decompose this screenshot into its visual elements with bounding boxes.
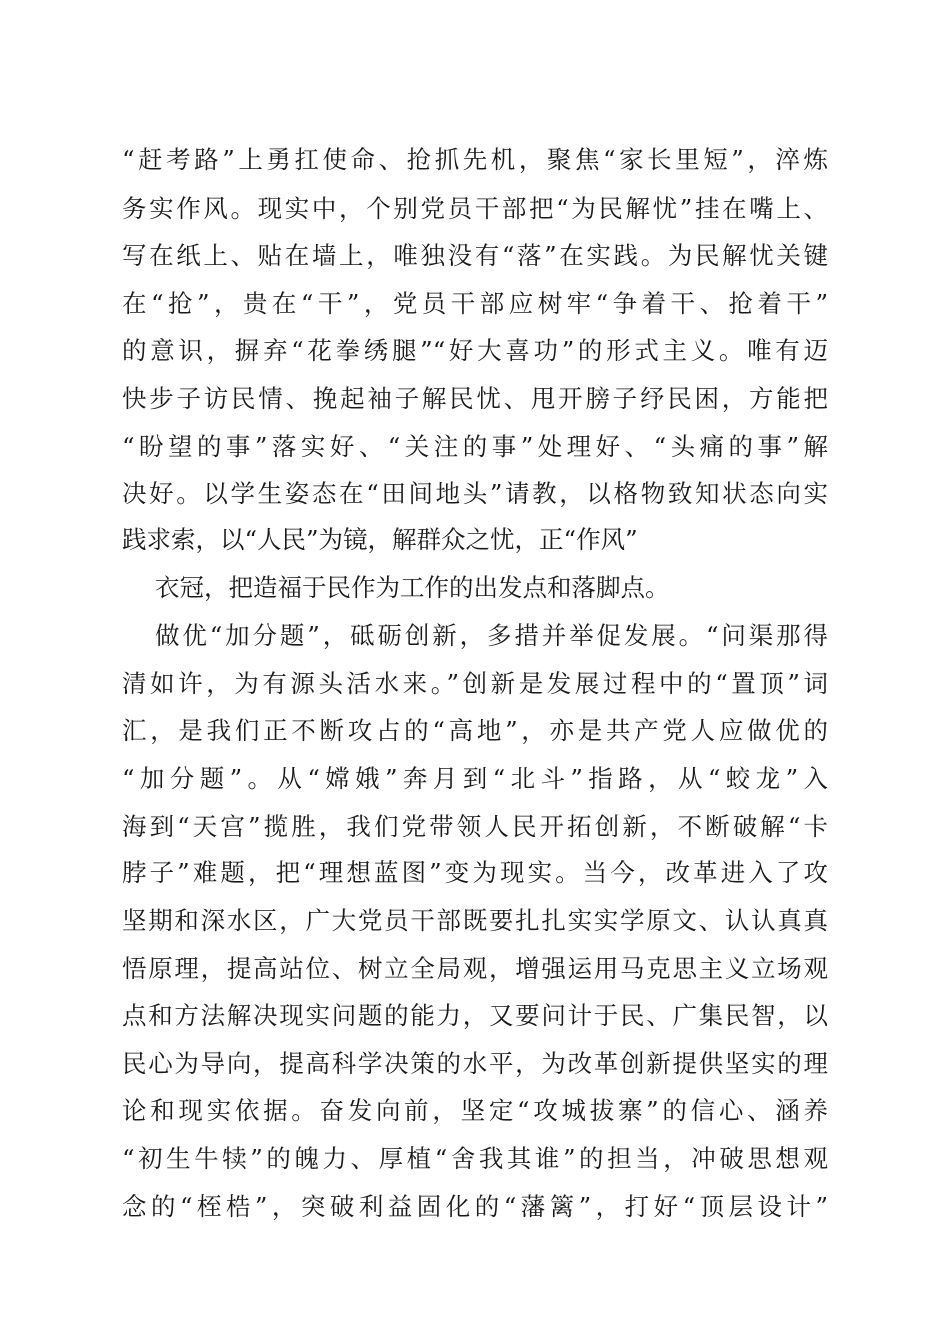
text-line: 点和方法解决现实问题的能力，又要问计于民、广集民智，以	[122, 1001, 828, 1030]
text-line: 务实作风。现实中，个别党员干部把“为民解忧”挂在嘴上、	[122, 194, 828, 223]
text-line: 汇，是我们正不断攻占的“高地”，亦是共产党人应做优的	[122, 716, 828, 745]
text-line: 念的“桎梏”，突破利益固化的“藩篱”，打好“顶层设计”	[122, 1192, 828, 1221]
text-line: 脖子”难题，把“理想蓝图”变为现实。当今，改革进入了攻	[122, 858, 828, 887]
text-line: “盼望的事”落实好、“关注的事”处理好、“头痛的事”解	[122, 432, 828, 461]
text-line: 快步子访民情、挽起袖子解民忧、甩开膀子纾民困，方能把	[122, 384, 828, 413]
text-line: “初生牛犊”的魄力、厚植“舍我其谁”的担当，冲破思想观	[122, 1144, 828, 1173]
text-line: “加分题”。从“嫦娥”奔月到“北斗”指路，从“蛟龙”入	[122, 764, 828, 793]
text-line: 践求索，以“人民”为镜，解群众之忧，正“作风”	[122, 525, 638, 554]
text-line: 决好。以学生姿态在“田间地头”请教，以格物致知状态向实	[122, 479, 828, 508]
text-line: 在“抢”，贵在“干”，党员干部应树牢“争着干、抢着干”	[122, 289, 828, 318]
text-line: 论和现实依据。奋发向前，坚定“攻城拔寨”的信心、涵养	[122, 1096, 828, 1125]
text-line: 民心为导向，提高科学决策的水平，为改革创新提供坚实的理	[122, 1049, 828, 1078]
text-line: 悟原理，提高站位、树立全局观，增强运用马克思主义立场观	[122, 954, 828, 983]
text-line: 的意识，摒弃“花拳绣腿”“好大喜功”的形式主义。唯有迈	[122, 336, 828, 365]
text-line: 清如许，为有源头活水来。”创新是发展过程中的“置顶”词	[122, 669, 828, 698]
paragraph-first-line: 做优“加分题”，砥砺创新，多措并举促发展。“问渠那得	[155, 621, 828, 650]
text-line: 写在纸上、贴在墙上，唯独没有“落”在实践。为民解忧关键	[122, 241, 828, 270]
paragraph-line: 衣冠，把造福于民作为工作的出发点和落脚点。	[155, 573, 670, 602]
text-line: 海到“天宫”揽胜，我们党带领人民开拓创新，不断破解“卡	[122, 812, 828, 841]
text-line: “赶考路”上勇扛使命、抢抓先机，聚焦“家长里短”，淬炼	[122, 145, 828, 174]
text-line: 坚期和深水区，广大党员干部既要扎扎实实学原文、认认真真	[122, 906, 828, 935]
